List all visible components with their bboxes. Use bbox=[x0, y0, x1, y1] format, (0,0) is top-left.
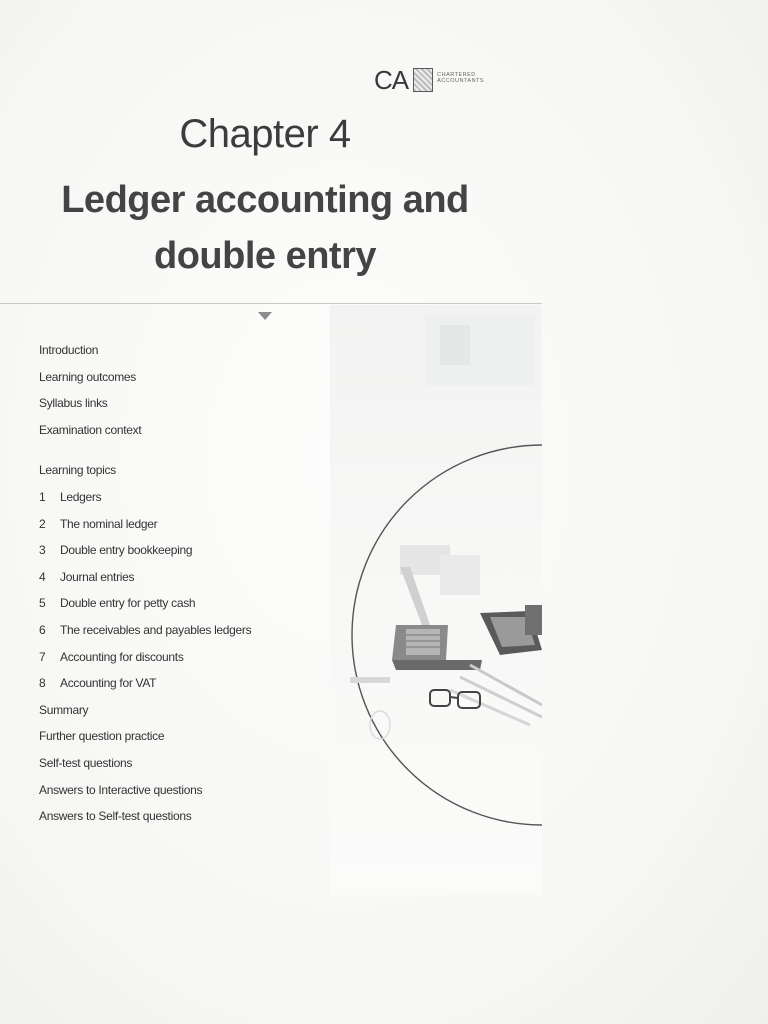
crest-icon bbox=[413, 68, 433, 92]
topic-number: 7 bbox=[39, 649, 46, 664]
topic-label: The nominal ledger bbox=[60, 516, 158, 531]
topic-item bbox=[39, 620, 251, 647]
topic-number: 6 bbox=[39, 622, 46, 637]
contents-item: Further question practice bbox=[39, 729, 165, 744]
contents-item: Answers to Self-test questions bbox=[39, 809, 192, 824]
ca-logo bbox=[374, 66, 484, 94]
topic-item bbox=[39, 487, 251, 514]
topic-label: Double entry bookkeeping bbox=[60, 543, 193, 558]
contents-item: Learning outcomes bbox=[39, 369, 136, 384]
chapter-number: Chapter 4 bbox=[179, 112, 351, 156]
topic-item bbox=[39, 540, 251, 567]
topic-item bbox=[39, 514, 251, 541]
chapter-title-line-1: Ledger accounting and bbox=[61, 179, 469, 221]
desk-photo bbox=[330, 305, 542, 895]
logo-mark: CA bbox=[374, 65, 409, 95]
topic-item bbox=[39, 673, 251, 700]
contents-item: Self-test questions bbox=[39, 755, 133, 770]
topic-item bbox=[39, 593, 251, 620]
contents-item: Answers to Interactive questions bbox=[39, 782, 203, 797]
topic-item bbox=[39, 567, 251, 594]
topic-label: Journal entries bbox=[60, 569, 135, 584]
topic-number: 3 bbox=[39, 543, 46, 558]
contents-item: Summary bbox=[39, 702, 89, 717]
topic-number: 2 bbox=[39, 516, 46, 531]
divider-notch-icon bbox=[258, 312, 272, 320]
contents-item: Introduction bbox=[39, 343, 99, 357]
desk-illustration bbox=[330, 305, 542, 895]
topic-label: Ledgers bbox=[60, 489, 102, 504]
chapter-contents bbox=[39, 340, 251, 833]
chapter-title-line-2: double entry bbox=[153, 235, 377, 277]
topic-label: Accounting for discounts bbox=[60, 649, 184, 664]
topic-number: 8 bbox=[39, 676, 46, 691]
topic-label: The receivables and payables ledgers bbox=[60, 622, 252, 637]
contents-item: Syllabus links bbox=[39, 396, 108, 411]
topic-label: Accounting for VAT bbox=[60, 676, 157, 691]
chapter-title bbox=[40, 172, 490, 284]
topic-number: 5 bbox=[39, 596, 46, 611]
contents-item: Examination context bbox=[39, 422, 142, 437]
topic-item bbox=[39, 647, 251, 674]
topic-label: Double entry for petty cash bbox=[60, 596, 196, 611]
topic-number: 4 bbox=[39, 569, 46, 584]
logo-crest-text: CHARTERED ACCOUNTANTS bbox=[437, 72, 485, 84]
topic-number: 1 bbox=[39, 489, 46, 504]
header-divider bbox=[0, 303, 542, 304]
topics-heading: Learning topics bbox=[39, 463, 116, 478]
